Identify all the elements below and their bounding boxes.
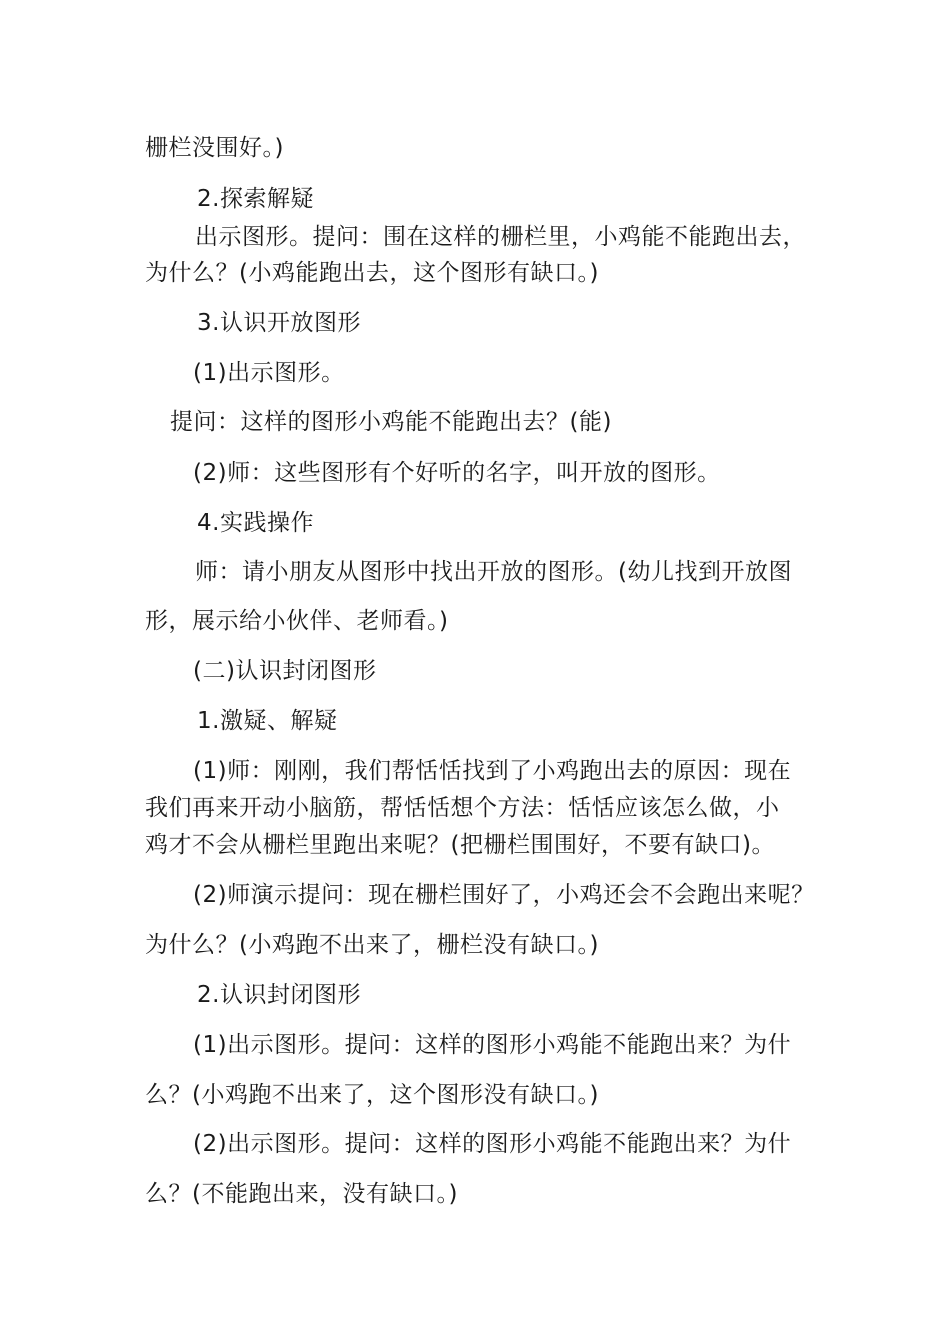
text-line: 么？(小鸡跑不出来了，这个图形没有缺口。) [145,1082,599,1108]
section-heading: 1.激疑、解疑 [197,708,338,734]
text-line: (1)师：刚刚，我们帮恬恬找到了小鸡跑出去的原因：现在 [193,758,792,784]
text-line: 形，展示给小伙伴、老师看。) [145,608,449,634]
text-line: 为什么？(小鸡能跑出去，这个图形有缺口。) [145,260,599,286]
section-heading: (二)认识封闭图形 [193,658,377,684]
text-line: (1)出示图形。提问：这样的图形小鸡能不能跑出来？为什 [193,1032,792,1058]
text-line: (2)师演示提问：现在栅栏围好了，小鸡还会不会跑出来呢？ [193,882,815,908]
section-heading: 2.探索解疑 [197,186,314,212]
section-heading: 3.认识开放图形 [197,310,361,336]
text-line: (1)出示图形。 [193,360,345,386]
text-line: 我们再来开动小脑筋，帮恬恬想个方法：恬恬应该怎么做，小 [145,795,780,821]
text-line: 么？(不能跑出来，没有缺口。) [145,1181,458,1207]
section-heading: 4.实践操作 [197,510,314,536]
text-line: 栅栏没围好。) [145,135,284,161]
text-line: 鸡才不会从栅栏里跑出来呢？(把栅栏围围好，不要有缺口)。 [145,832,775,858]
text-line: 师：请小朋友从图形中找出开放的图形。(幼儿找到开放图 [195,559,792,585]
text-line: 为什么？(小鸡跑不出来了，栅栏没有缺口。) [145,932,599,958]
text-line: 出示图形。提问：围在这样的栅栏里，小鸡能不能跑出去， [195,224,806,250]
text-line: (2)师：这些图形有个好听的名字，叫开放的图形。 [193,460,721,486]
section-heading: 2.认识封闭图形 [197,982,361,1008]
text-line: 提问：这样的图形小鸡能不能跑出去？(能) [170,409,612,435]
text-line: (2)出示图形。提问：这样的图形小鸡能不能跑出来？为什 [193,1131,792,1157]
